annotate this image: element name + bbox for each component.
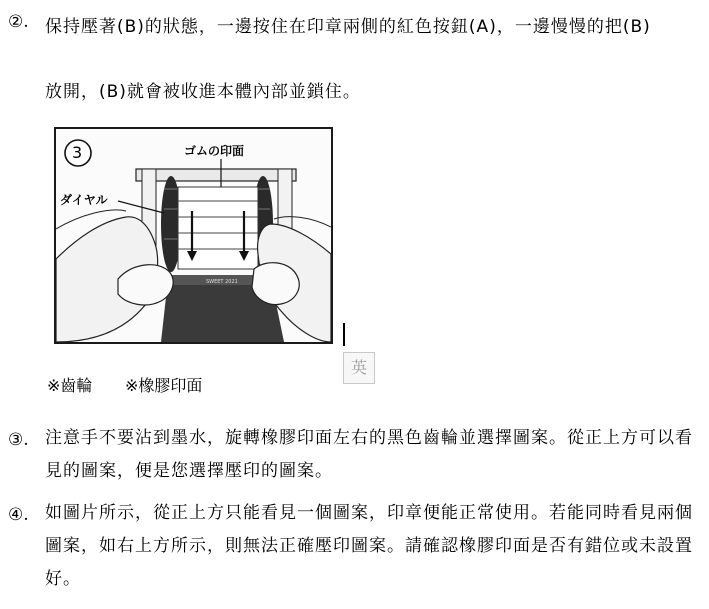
text-cursor [343,323,345,346]
ime-indicator[interactable]: 英 [343,352,375,384]
step3-text: 注意手不要沾到墨水，旋轉橡膠印面左右的黑色齒輪並選擇圖案。從正上方可以看見的圖案，便是您選擇壓印的圖案。 [45,428,693,481]
step3-number: ③. [8,430,29,450]
step2-line2: 放開，(B)就會被收進本體內部並鎖住。 [45,82,361,102]
step4-text: 如圖片所示，從正上方只能看見一個圖案，印章便能正常使用。若能同時看見兩個圖案，如右上方所示，則無法正確壓印圖案。請確認橡膠印面是否有錯位或未設置好。 [45,503,693,589]
step2-line1: 保持壓著(B)的狀態，一邊按住在印章兩側的紅色按鈕(A)，一邊慢慢的把(B) [45,17,651,37]
stamp-small-text: SWEET 2021 [206,279,238,285]
step4-number: ④. [8,505,29,525]
step2-number: ②. [8,12,29,32]
rubber-face-label: ゴムの印面 [184,144,245,158]
stamp-drawing [56,129,331,342]
stamp-illustration [54,127,333,344]
legend-gear: ※齒輪 [47,376,93,395]
figure-step-number: 3 [72,143,83,162]
dial-label: ダイヤル [60,193,108,207]
legend-rubber: ※橡膠印面 [125,376,203,395]
